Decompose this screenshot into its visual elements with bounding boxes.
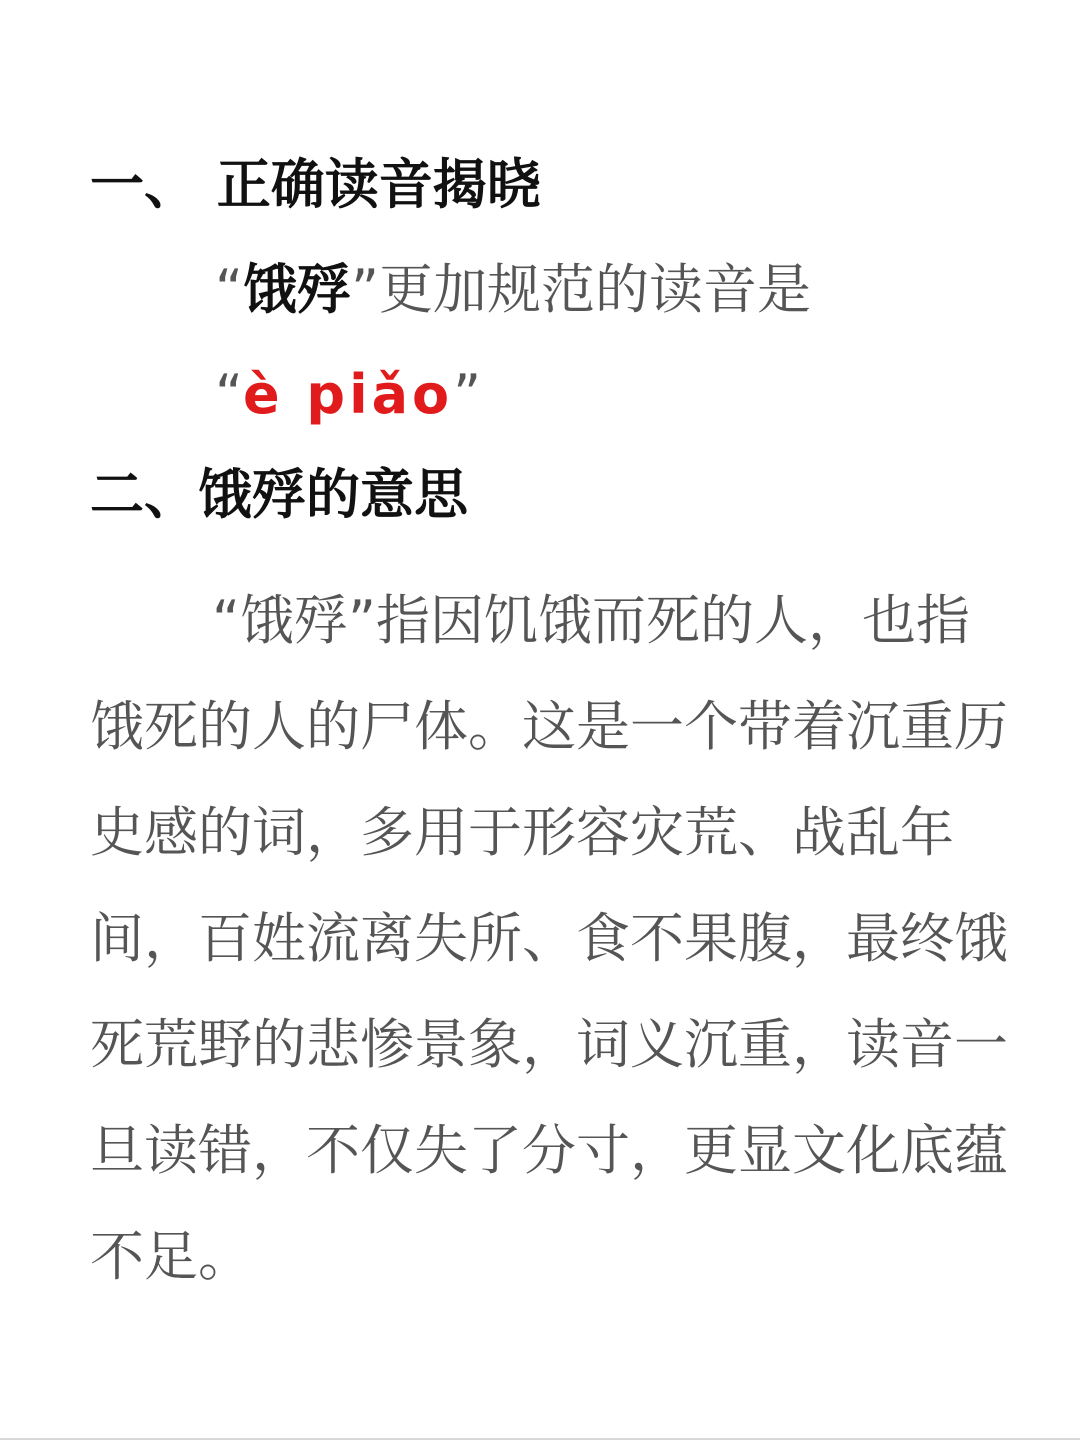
section1-heading: 一、 正确读音揭晓	[90, 153, 541, 216]
meaning-paragraph-text: “饿殍”指因饥饿而死的人，也指饿死的人的尸体。这是一个带着沉重历史感的词，多用于形容灾荒、战乱年间，百姓流离失所、食不果腹，最终饿死荒野的悲惨景象，词义沉重，读音一旦读错，不仅失了分寸，更显文化底蕴不足。	[90, 589, 1008, 1288]
reading-sentence	[215, 260, 811, 320]
pinyin-quote-close: ”	[453, 363, 482, 426]
reading-sentence-text: 更加规范的读音是	[378, 258, 811, 321]
quote-open: “	[215, 258, 243, 321]
pinyin-text: è piǎo	[242, 363, 454, 426]
pinyin-line	[215, 365, 481, 425]
meaning-paragraph	[90, 568, 1020, 1310]
pinyin-quote-open: “	[215, 363, 243, 426]
term: 饿殍	[242, 258, 351, 321]
section2-heading: 二、饿殍的意思	[90, 463, 468, 526]
quote-close: ”	[350, 258, 379, 321]
